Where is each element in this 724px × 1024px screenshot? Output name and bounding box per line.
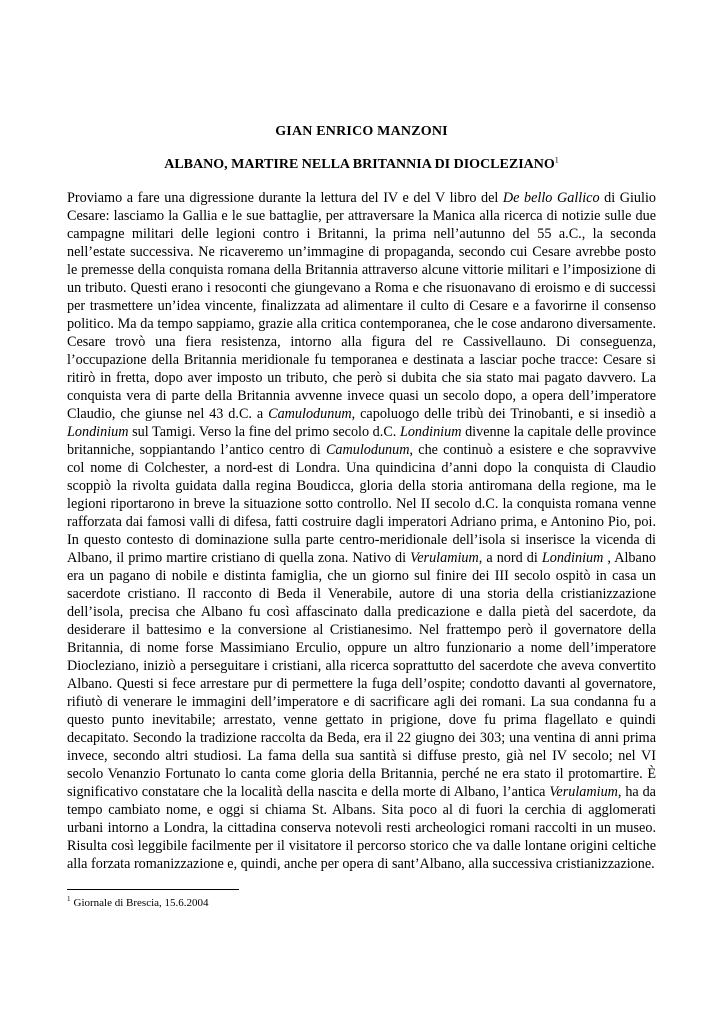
- italic-term: Camulodunum: [268, 406, 352, 422]
- footnote-reference: 1: [554, 155, 559, 165]
- italic-term: De bello Gallico: [502, 190, 600, 206]
- italic-term: Verulamium: [410, 550, 479, 566]
- body-text-run: , che continuò a esistere e che sopravvive col nome di Colchester, a nord-est di Londra. Una quindicina d’anni dopo la conquista di Claudio scoppiò la rivolta guidata dalla regina Boudicca, gloria della storia antiromana della regione, ma le legioni riportarono in breve la situazione sotto controllo. Nel II secolo d.C. la conquista romana venne rafforzata dai famosi valli di difesa, fatti costruire dagli imperatori Adriano prima, e Antonino Pio, poi. In questo contesto di dominazione sulla parte centro-meridionale dell’isola si inserisce la vicenda di Albano, il primo martire cristiano di quella zona. Nativo di: [67, 442, 656, 566]
- article-title-text: ALBANO, MARTIRE NELLA BRITANNIA DI DIOCLEZIANO: [164, 157, 555, 172]
- body-text-run: , Albano era un pagano di nobile e distinta famiglia, che un giorno sul finire dei III secolo ospitò in casa un sacerdote cristiano. Il racconto di Beda il Venerabile, autore di una storia della cristianizzazione dell’isola, precisa che Albano fu così affascinato dalla predicazione e dalla pietà del sacerdote, da desiderare il battesimo e la conversione al Cristianesimo. Nel frattempo però il governatore della Britannia, di nome forse Massimiano Erculio, oppure un altro funzionario a nome dell’imperatore Diocleziano, iniziò a perseguitare i cristiani, alla ricerca soprattutto del sacerdote che aveva convertito Albano. Questi si fece arrestare pur di permettere la fuga dell’ospite; condotto davanti al governatore, rifiutò di venerare le immagini dell’imperatore e di sacrificare agli dei romani. La sua condanna fu a questo punto inevitabile; arrestato, venne gettato in prigione, dove fu prima flagellato e quindi decapitato. Secondo la tradizione raccolta da Beda, era il 22 giugno dei 303; una ventina di anni prima invece, secondo altri studiosi. La fama della sua santità si diffuse presto, già nel IV secolo; nel VI secolo Venanzio Fortunato lo canta come gloria della Britannia, perché ne era stato il protomartire. È significativo constatare che la località della nascita e della morte di Albano, l’antica: [67, 550, 657, 800]
- italic-term: Londinium: [541, 550, 604, 566]
- footnote-text: Giornale di Brescia, 15.6.2004: [73, 897, 209, 909]
- body-text-run: divenne la capitale delle province britanniche, soppiantando l’antico centro di: [67, 424, 656, 458]
- footnote: [67, 897, 209, 909]
- italic-term: Londinium: [399, 424, 462, 440]
- footnote-divider: [67, 889, 239, 890]
- article-title: [67, 157, 656, 173]
- body-text-run: Proviamo a fare una digressione durante la lettura del IV e del V libro del: [67, 190, 503, 206]
- body-text-run: , capoluogo delle tribù dei Trinobanti, e si insediò a: [351, 406, 656, 422]
- body-text-run: di Giulio Cesare: lasciamo la Gallia e le sue battaglie, per attraversare la Manica alla ricerca di notizie sulle due campagne militari delle legioni contro i Britanni, la prima nell’autunno del 55 a.C., la seconda nell’estate successiva. Ne ricaveremo un’immagine di propaganda, secondo cui Cesare avrebbe posto le premesse della conquista romana della Britannia attraverso alcune vittorie militari e l’imposizione di un tributo. Questi erano i resoconti che giungevano a Roma e che risuonavano di eroismo e di successi per trasmettere un’idea vincente, finalizzata ad alimentare il culto di Cesare e a favorirne il consenso politico. Ma da tempo sappiamo, grazie alla critica contemporanea, che le cose andarono diversamente. Cesare trovò una fiera resistenza, intorno alla figura del re Cassivellauno. Di conseguenza, l’occupazione della Britannia meridionale fu temporanea e destinata a lasciar poche tracce: Cesare si ritirò in fretta, dopo aver imposto un tributo, che però si dubita che sia stato mai pagato davvero. La conquista vera di parte della Britannia avvenne invece quasi un secolo dopo, a opera dell’imperatore Claudio, che giunse nel 43 d.C. a: [67, 190, 657, 422]
- body-text-run: sul Tamigi. Verso la fine del primo secolo d.C.: [128, 424, 400, 440]
- body-text-run: , a nord di: [478, 550, 542, 566]
- italic-term: Londinium: [67, 424, 129, 440]
- footnote-marker: 1: [67, 895, 71, 904]
- body-text-run: , ha da tempo cambiato nome, e oggi si chiama St. Albans. Sita poco al di fuori la cerchia di agglomerati urbani intorno a Londra, la cittadina conserva notevoli resti archeologici romani raccolti in un museo. Risulta così leggibile facilmente per il visitatore il percorso storico che va dalle lontane origini celtiche alla forzata romanizzazione e, quindi, anche per opera di sant’Albano, alla successiva cristianizzazione.: [67, 784, 656, 872]
- article-body: [67, 189, 656, 873]
- italic-term: Camulodunum: [325, 442, 410, 458]
- author-name: GIAN ENRICO MANZONI: [275, 124, 448, 139]
- italic-term: Verulamium: [549, 784, 618, 800]
